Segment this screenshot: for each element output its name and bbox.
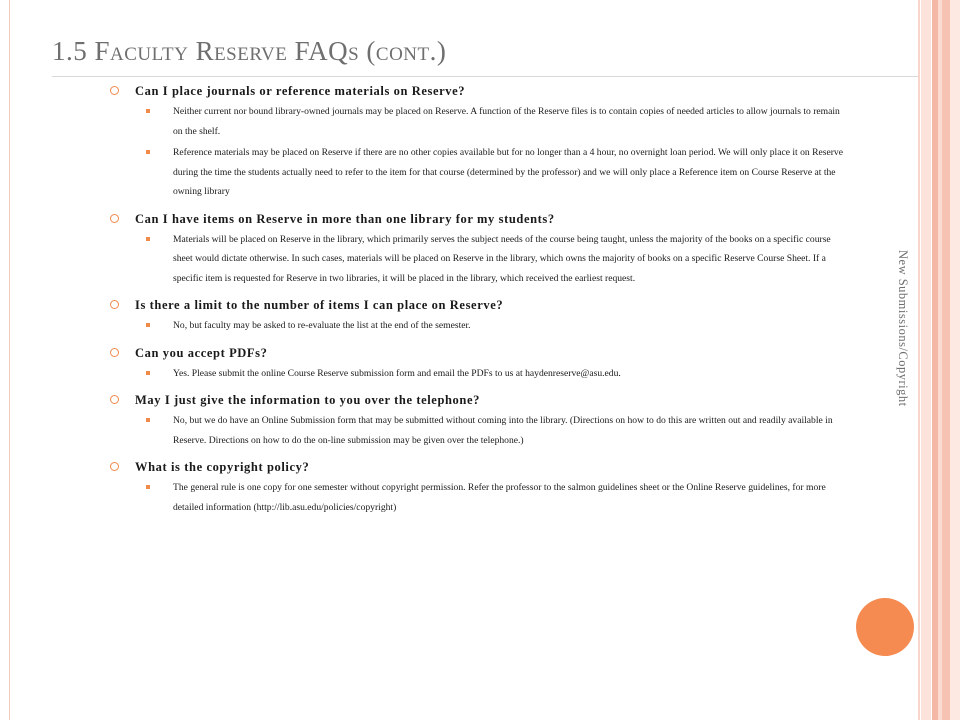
faq-answer-text: Yes. Please submit the online Course Reserve submission form and email the PDFs to us at haydenreserve@asu.edu. xyxy=(173,367,621,379)
faq-answer xyxy=(173,102,850,141)
faq-question xyxy=(110,82,850,100)
faq-list xyxy=(110,82,850,517)
square-bullet-icon xyxy=(146,485,150,489)
faq-question xyxy=(110,296,850,314)
square-bullet-icon xyxy=(146,323,150,327)
hollow-circle-bullet-icon xyxy=(110,86,119,95)
faq-question-text: What is the copyright policy? xyxy=(135,460,310,474)
square-bullet-icon xyxy=(146,237,150,241)
faq-answer-text: No, but faculty may be asked to re-evaluate the list at the end of the semester. xyxy=(173,320,471,331)
hollow-circle-bullet-icon xyxy=(110,348,119,357)
right-stripe xyxy=(950,0,960,720)
faq-answer xyxy=(173,364,850,384)
square-bullet-icon xyxy=(146,109,150,113)
faq-answer-text: No, but we do have an Online Submission form that may be submitted without coming into the library. (Directions on how to do this are written out and readily available in Reserve. Directions on how to do the on-line submission may be given over the telephone.) xyxy=(173,415,833,446)
faq-question-text: Is there a limit to the number of items I can place on Reserve? xyxy=(135,298,504,312)
faq-answer xyxy=(173,411,850,450)
faq-answer-text: Materials will be placed on Reserve in the library, which primarily serves the subject needs of the course being taught, unless the majority of the books on a specific course sheet would dictate otherwise. In such cases, materials will be placed on Reserve in the library, which owns the majority of books on a specific Reserve Course Sheet. If a specific item is requested for Reserve in two libraries, it will be placed in the library, which received the earliest request. xyxy=(173,233,831,284)
square-bullet-icon xyxy=(146,150,150,154)
section-side-label: New Submissions/Copyright xyxy=(896,250,910,407)
faq-answer xyxy=(173,143,850,202)
square-bullet-icon xyxy=(146,418,150,422)
faq-question xyxy=(110,210,850,228)
hollow-circle-bullet-icon xyxy=(110,214,119,223)
faq-answer-text: The general rule is one copy for one semester without copyright permission. Refer the professor to the salmon guidelines sheet or the Online Reserve guidelines, for more detailed information (http://lib.asu.edu/policies/copyright) xyxy=(173,482,826,513)
right-stripe xyxy=(942,0,950,720)
hollow-circle-bullet-icon xyxy=(110,395,119,404)
faq-answer xyxy=(173,230,850,289)
square-bullet-icon xyxy=(146,371,150,375)
faq-question xyxy=(110,458,850,476)
faq-question xyxy=(110,391,850,409)
faq-answer xyxy=(173,316,850,336)
faq-answer xyxy=(173,478,850,517)
hollow-circle-bullet-icon xyxy=(110,300,119,309)
left-frame-line xyxy=(9,0,10,720)
faq-question-text: Can I have items on Reserve in more than one library for my students? xyxy=(135,211,555,226)
faq-question-text: Can you accept PDFs? xyxy=(135,345,268,360)
title-divider xyxy=(52,76,918,77)
hollow-circle-bullet-icon xyxy=(110,462,119,471)
faq-question-text: May I just give the information to you over the telephone? xyxy=(135,393,480,407)
faq-question xyxy=(110,344,850,362)
decorative-orange-circle xyxy=(856,598,914,656)
faq-answer-text: Neither current nor bound library-owned journals may be placed on Reserve. A function of the Reserve files is to contain copies of needed articles to allow journals to remain on the shelf. xyxy=(173,106,840,137)
right-stripe xyxy=(918,0,920,720)
right-stripe xyxy=(921,0,931,720)
faq-question-text: Can I place journals or reference materials on Reserve? xyxy=(135,84,466,98)
faq-answer-text: Reference materials may be placed on Reserve if there are no other copies available but for no longer than a 4 hour, no overnight loan period. We will only place it on Reserve during the time the students actually need to refer to the item for that course (determined by the professor) and we will only place a Reference item on Course Reserve at the owning library xyxy=(173,147,843,197)
slide-title: 1.5 Faculty Reserve FAQs (cont.) xyxy=(52,36,447,66)
